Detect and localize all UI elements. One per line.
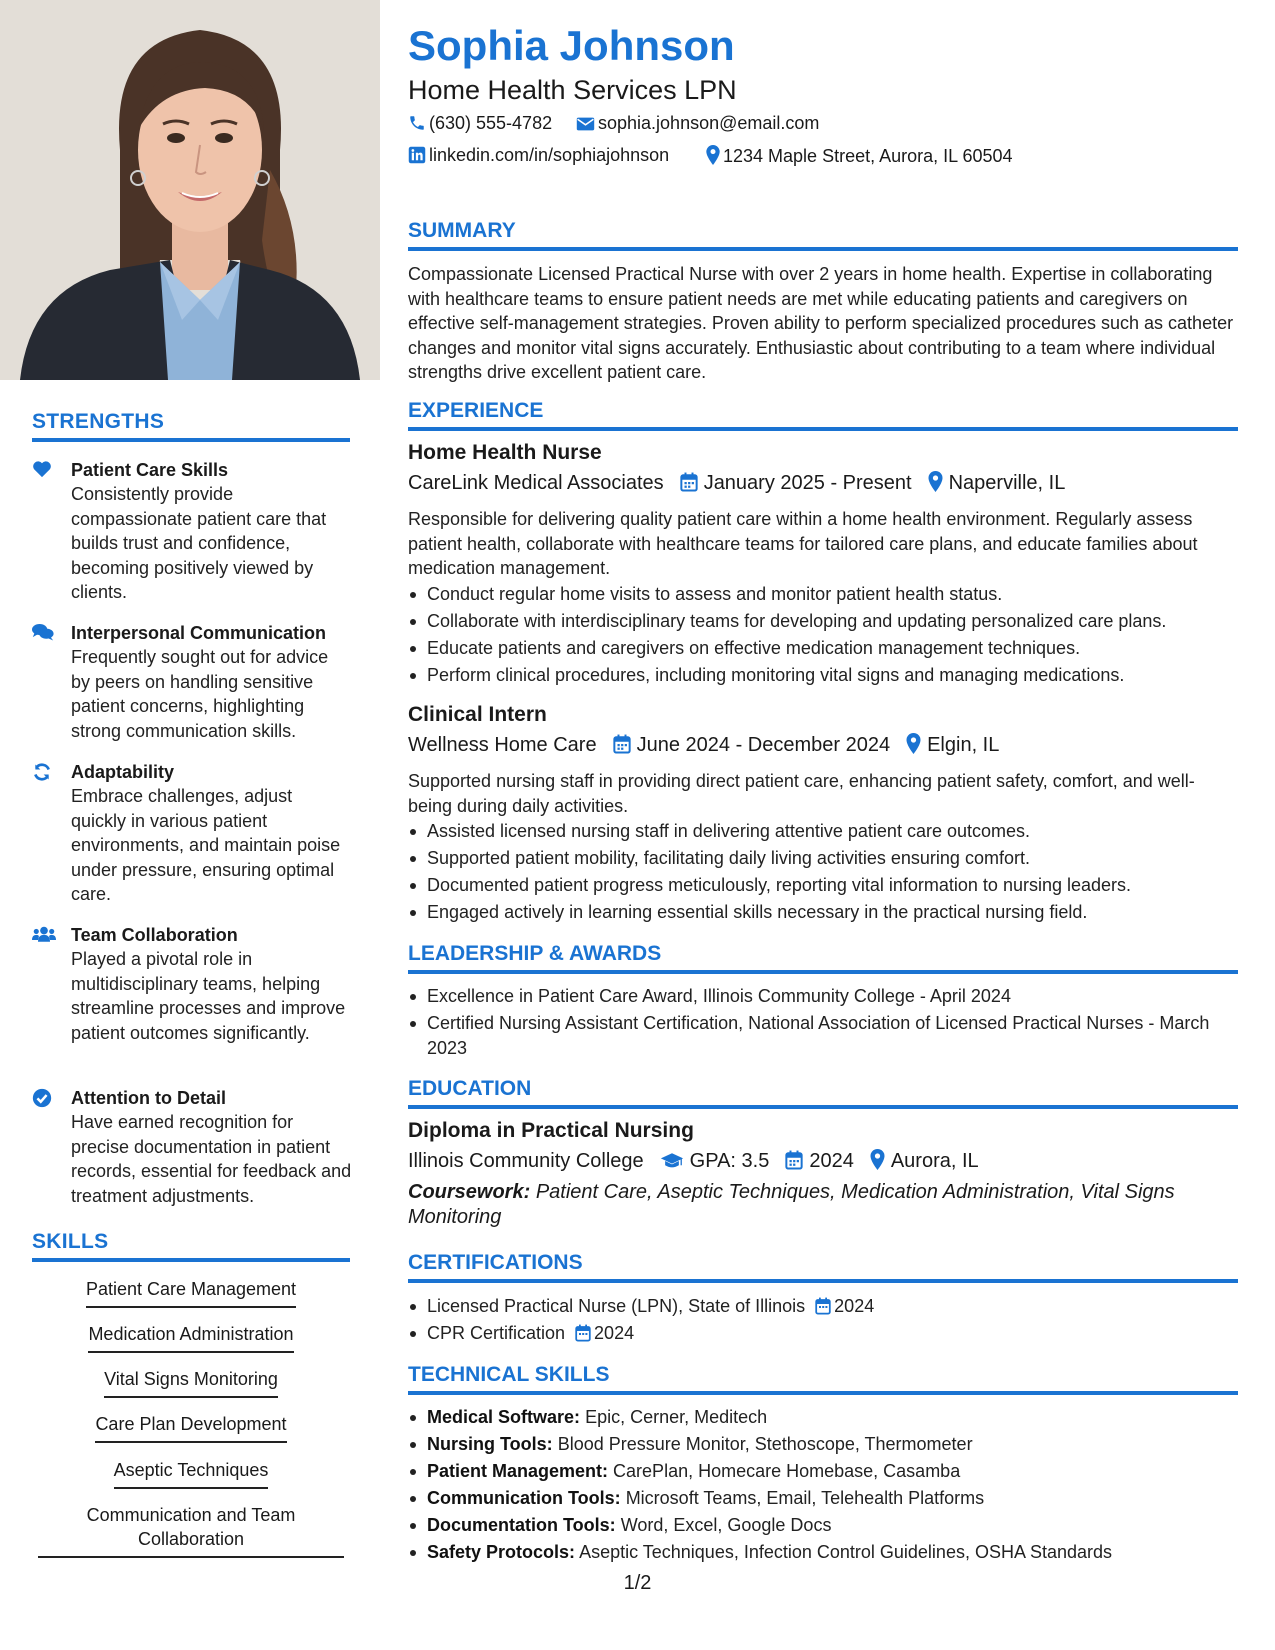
job-dates: June 2024 - December 2024 [636,734,891,756]
skill-label: Vital Signs Monitoring [104,1367,278,1398]
page-number: 1/2 [623,1572,652,1594]
skill-item [38,1322,344,1353]
skills-heading: SKILLS [32,1230,350,1262]
calendar-icon [680,472,698,492]
strength-desc: Have earned recognition for precise documentation in patient records, essential for feedback and treatment adjustments. [71,1112,352,1206]
list-item: Documented patient progress meticulously, reporting vital information to nursing leaders. [408,873,1238,898]
cert-name: CPR Certification [427,1323,566,1343]
skill-item [38,1367,344,1398]
list-item [408,1486,1238,1511]
list-item [408,1459,1238,1484]
graduation-year: 2024 [809,1150,854,1172]
education-heading: EDUCATION [408,1077,1238,1109]
list-item [408,1294,1238,1319]
technical-skills-heading: TECHNICAL SKILLS [408,1363,1238,1395]
graduation-cap-icon [660,1152,684,1170]
job-meta [408,733,999,757]
strength-title: Attention to Detail [71,1088,226,1108]
skill-label: Aseptic Techniques [114,1458,269,1489]
cert-year: 2024 [834,1296,875,1316]
email-contact[interactable] [576,113,819,134]
company-name: CareLink Medical Associates [408,472,664,494]
strength-title: Patient Care Skills [71,460,229,480]
strength-title: Team Collaboration [71,925,238,945]
calendar-icon [785,1150,803,1170]
skill-label: Care Plan Development [95,1412,286,1443]
job-description: Responsible for delivering quality patient care within a home health environment. Regularly assess patient health, collaborate with healthcare teams for tailored care plans, and educate families about medication management. [408,509,1198,578]
tech-skill-value: CarePlan, Homecare Homebase, Casamba [613,1461,961,1481]
job-title: Home Health Nurse [408,441,602,464]
strength-title: Adaptability [71,762,175,782]
skill-item [38,1503,344,1558]
profile-photo [0,0,380,380]
email-text: sophia.johnson@email.com [598,113,820,133]
linkedin-contact[interactable] [408,145,669,166]
certifications-heading: CERTIFICATIONS [408,1251,1238,1283]
candidate-name: Sophia Johnson [408,22,735,69]
calendar-icon [575,1324,591,1342]
strength-desc: Embrace challenges, adjust quickly in various patient environments, and maintain poise under pressure, ensuring optimal care. [71,786,341,904]
strength-title: Interpersonal Communication [71,623,327,643]
school-name: Illinois Community College [408,1150,644,1172]
skill-item [38,1412,344,1443]
phone-contact[interactable] [408,113,552,134]
address-text: 1234 Maple Street, Aurora, IL 60504 [723,146,1013,166]
coursework-label: Coursework: [408,1181,531,1203]
list-item [408,1321,1238,1346]
strengths-heading: STRENGTHS [32,410,350,442]
school-location: Aurora, IL [890,1150,979,1172]
skill-label: Communication and Team Collaboration [38,1503,344,1558]
candidate-title: Home Health Services LPN [408,75,737,105]
map-marker-icon [870,1149,885,1170]
strength-desc: Played a pivotal role in multidisciplinary teams, helping streamline processes and improve patient outcomes significantly. [71,949,346,1043]
tech-skill-value: Epic, Cerner, Meditech [585,1407,768,1427]
address-contact [706,145,1013,167]
list-item: Assisted licensed nursing staff in delivering attentive patient care outcomes. [408,819,1238,844]
phone-text: (630) 555-4782 [429,113,553,133]
skill-item [38,1277,344,1308]
phone-icon [408,114,426,132]
job-location: Naperville, IL [948,472,1066,494]
tech-skill-label: Medical Software: [427,1407,581,1427]
heart-icon [32,460,54,482]
degree-title: Diploma in Practical Nursing [408,1119,694,1142]
tech-skill-label: Safety Protocols: [427,1542,576,1562]
list-item [408,1432,1238,1457]
job-meta [408,471,1065,495]
list-item: Certified Nursing Assistant Certification, National Association of Licensed Practical Nurses - March 2023 [408,1011,1238,1060]
list-item: Collaborate with interdisciplinary teams for developing and updating personalized care plans. [408,609,1238,634]
list-item [408,1405,1238,1430]
gpa: GPA: 3.5 [689,1150,770,1172]
skill-item [38,1458,344,1489]
list-item: Educate patients and caregivers on effective medication management techniques. [408,636,1238,661]
tech-skill-label: Nursing Tools: [427,1434,553,1454]
strength-desc: Frequently sought out for advice by peers on handling sensitive patient concerns, highlighting strong communication skills. [71,647,329,741]
map-marker-icon [928,471,943,492]
cert-year: 2024 [594,1323,635,1343]
strength-item [32,621,352,743]
envelope-icon [576,116,595,132]
strength-desc: Consistently provide compassionate patient care that builds trust and confidence, becoming positively viewed by clients. [71,484,327,602]
education-meta [408,1149,979,1173]
tech-skill-value: Microsoft Teams, Email, Telehealth Platforms [625,1488,985,1508]
summary-heading: SUMMARY [408,219,1238,251]
strength-item [32,760,352,907]
map-marker-icon [706,145,720,165]
list-item: Engaged actively in learning essential skills necessary in the practical nursing field. [408,900,1238,925]
tech-skill-value: Aseptic Techniques, Infection Control Guidelines, OSHA Standards [579,1542,1113,1562]
tech-skill-value: Word, Excel, Google Docs [620,1515,832,1535]
list-item: Excellence in Patient Care Award, Illinois Community College - April 2024 [408,984,1238,1009]
strength-item [32,923,352,1045]
job-dates: January 2025 - Present [703,472,912,494]
sync-icon [32,762,54,784]
awards-list [408,984,1238,1063]
company-name: Wellness Home Care [408,734,597,756]
job-description: Supported nursing staff in providing direct patient care, enhancing patient safety, comfort, and well-being during daily activities. [408,771,1195,816]
list-item [408,1513,1238,1538]
calendar-icon [815,1297,831,1315]
experience-heading: EXPERIENCE [408,399,1238,431]
portrait-illustration [0,0,380,380]
tech-skill-label: Patient Management: [427,1461,609,1481]
coursework [408,1180,1218,1229]
skill-label: Patient Care Management [86,1277,296,1308]
certifications-list [408,1294,1238,1348]
tech-skill-label: Documentation Tools: [427,1515,616,1535]
check-circle-icon [32,1088,54,1110]
list-item [408,1540,1238,1565]
list-item: Conduct regular home visits to assess and monitor patient health status. [408,582,1238,607]
coursework-text: Patient Care, Aseptic Techniques, Medication Administration, Vital Signs Monitoring [408,1181,1175,1228]
summary-text: Compassionate Licensed Practical Nurse with over 2 years in home health. Expertise in collaborating with healthcare teams to ensure patient needs are met while educating patients and caregivers on effective self-management strategies. Proven ability to perform specialized procedures such as catheter changes and monitor vital signs accurately. Enthusiastic about contributing to a team where individual strengths drive excellent patient care. [408,264,1234,382]
comments-icon [32,623,54,645]
strength-item [32,458,352,605]
linkedin-text: linkedin.com/in/sophiajohnson [429,145,670,165]
list-item: Perform clinical procedures, including monitoring vital signs and managing medications. [408,663,1238,688]
strength-item [32,1086,352,1208]
left-sidebar [0,0,380,1650]
job-title: Clinical Intern [408,703,547,726]
users-icon [32,925,54,947]
job-bullets [408,582,1238,690]
tech-skill-label: Communication Tools: [427,1488,621,1508]
linkedin-icon [408,146,426,164]
calendar-icon [613,734,631,754]
map-marker-icon [906,733,921,754]
job-location: Elgin, IL [927,734,1000,756]
cert-name: Licensed Practical Nurse (LPN), State of Illinois [427,1296,806,1316]
awards-heading: LEADERSHIP & AWARDS [408,942,1238,974]
list-item: Supported patient mobility, facilitating daily living activities ensuring comfort. [408,846,1238,871]
skill-label: Medication Administration [88,1322,293,1353]
job-bullets [408,819,1238,927]
technical-skills-list [408,1405,1238,1567]
tech-skill-value: Blood Pressure Monitor, Stethoscope, Thermometer [557,1434,973,1454]
